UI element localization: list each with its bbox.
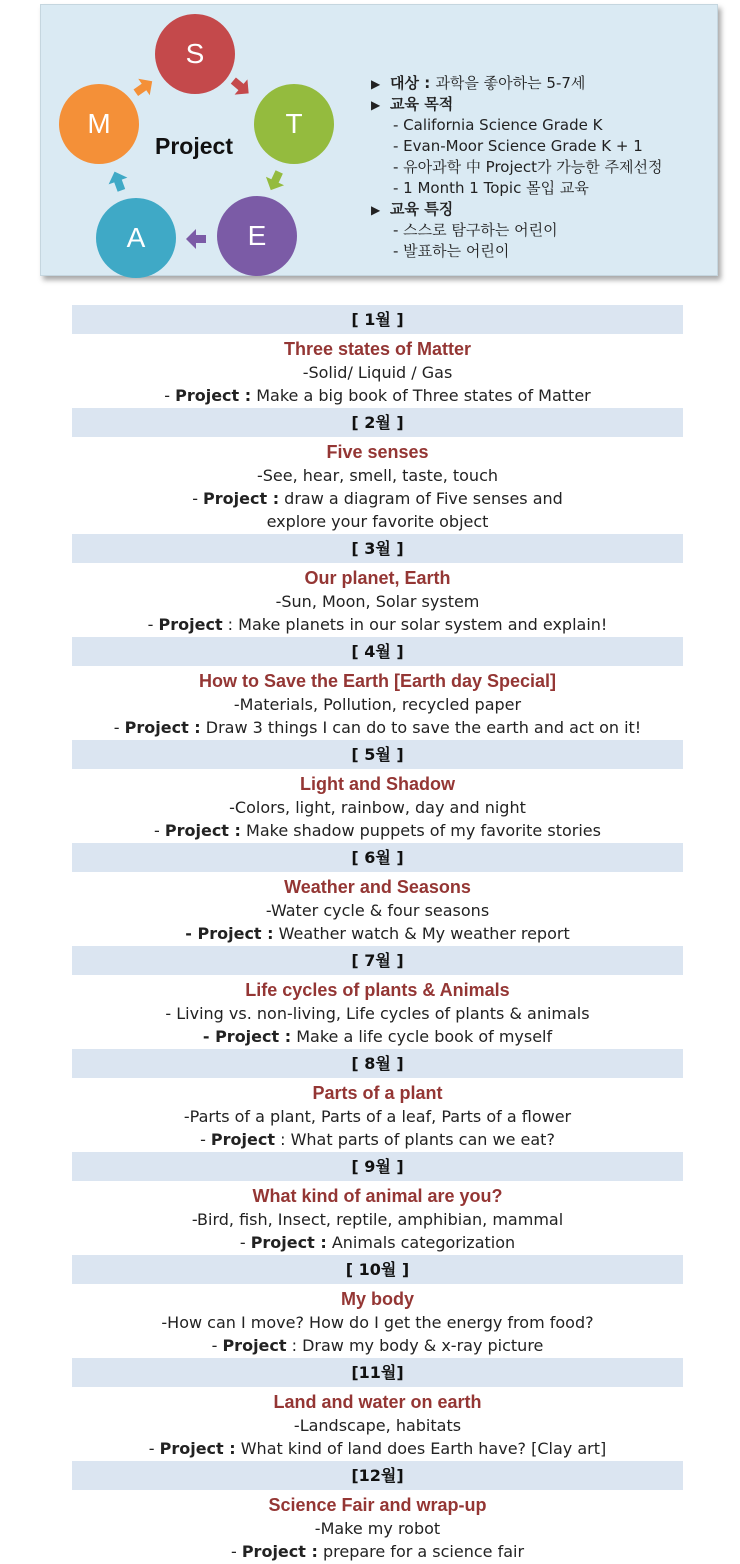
month-header: [ 7월 ] (72, 946, 683, 975)
project-label: - Project : (202, 1027, 292, 1046)
purpose-item: - 유아과학 中 Project가 가능한 주제선정 (393, 158, 663, 176)
detail-line: explore your favorite object (266, 512, 489, 531)
detail-line: -Materials, Pollution, recycled paper (233, 695, 522, 714)
month-content (72, 1387, 683, 1461)
month-header: [ 8월 ] (72, 1049, 683, 1078)
project-prefix: - (200, 1130, 211, 1149)
month-header: [ 10월 ] (72, 1255, 683, 1284)
month-topic-title: Light and Shadow (300, 774, 455, 794)
stem-circle-a: A (96, 198, 176, 278)
arrow-t-to-e-icon (262, 168, 289, 195)
project-prefix: - (164, 386, 176, 405)
detail-line: -Bird, fish, Insect, reptile, amphibian, mammal (191, 1210, 564, 1229)
project-label: Project : (175, 386, 252, 405)
arrow-e-to-a-icon (186, 229, 206, 249)
project-line (72, 1334, 683, 1357)
detail-line: -See, hear, smell, taste, touch (257, 466, 498, 485)
stem-circle-m: M (59, 84, 139, 164)
month-topic-title: Five senses (326, 442, 429, 462)
project-label: Project : (250, 1233, 327, 1252)
month-header: [ 3월 ] (72, 534, 683, 563)
target-row (371, 73, 716, 94)
purpose-item: - 1 Month 1 Topic 몰입 교육 (393, 179, 589, 197)
month-topic-title: What kind of animal are you? (252, 1186, 503, 1206)
project-label: Project : (203, 489, 280, 508)
project-label: Project : (159, 1439, 236, 1458)
arrow-m-to-s-icon (130, 73, 158, 101)
program-details (371, 73, 716, 262)
stem-circle-e: E (217, 196, 297, 276)
month-header: [ 1월 ] (72, 305, 683, 334)
project-prefix: - (211, 1336, 223, 1355)
month-header: [ 2월 ] (72, 408, 683, 437)
project-line (72, 819, 683, 842)
arrow-a-to-m-icon (105, 168, 131, 194)
month-header: [ 4월 ] (72, 637, 683, 666)
project-prefix: - (147, 615, 159, 634)
project-label: Project : (124, 718, 201, 737)
target-value: 과학을 좋아하는 5-7세 (435, 74, 586, 92)
project-line (72, 613, 683, 636)
project-description: : What parts of plants can we eat? (275, 1130, 555, 1149)
diagram-center-label: Project (155, 133, 233, 159)
detail-line: -Water cycle & four seasons (265, 901, 490, 920)
triangle-bullet-icon: ▶ (371, 203, 381, 217)
project-label: Project : (241, 1542, 318, 1561)
purpose-label: 교육 목적 (390, 95, 454, 113)
month-topic-title: My body (340, 1289, 414, 1309)
month-topic-title: Our planet, Earth (304, 568, 451, 588)
project-line (72, 922, 683, 945)
month-content (72, 334, 683, 408)
project-description: draw a diagram of Five senses and (279, 489, 563, 508)
project-label: - Project : (185, 924, 274, 943)
feature-item: - 발표하는 어린이 (393, 242, 510, 260)
project-description: Make a life cycle book of myself (291, 1027, 553, 1046)
month-header: [11월] (72, 1358, 683, 1387)
detail-line: -Parts of a plant, Parts of a leaf, Parts of a flower (183, 1107, 572, 1126)
project-label: Project (158, 615, 223, 634)
project-label: Project (222, 1336, 287, 1355)
project-line (72, 487, 683, 510)
project-line (72, 1025, 683, 1048)
project-description: prepare for a science fair (317, 1542, 525, 1561)
project-line (72, 716, 683, 739)
project-description: Make a big book of Three states of Matter (251, 386, 591, 405)
project-description: Draw 3 things I can do to save the earth and act on it! (200, 718, 642, 737)
monthly-curriculum (72, 305, 683, 1564)
project-prefix: - (239, 1233, 251, 1252)
detail-line: -Make my robot (314, 1519, 441, 1538)
project-description: Weather watch & My weather report (273, 924, 570, 943)
project-prefix: - (148, 1439, 160, 1458)
triangle-bullet-icon: ▶ (371, 77, 381, 91)
month-topic-title: Parts of a plant (312, 1083, 443, 1103)
month-topic-title: Three states of Matter (283, 339, 472, 359)
project-description: Animals categorization (326, 1233, 516, 1252)
project-description: : Make planets in our solar system and explain! (222, 615, 608, 634)
month-content (72, 1078, 683, 1152)
month-topic-title: How to Save the Earth [Earth day Special] (198, 671, 557, 691)
arrow-s-to-t-icon (227, 73, 255, 101)
stem-circle-s: S (155, 14, 235, 94)
month-header: [ 6월 ] (72, 843, 683, 872)
detail-line: -Colors, light, rainbow, day and night (229, 798, 526, 817)
month-content (72, 437, 683, 534)
purpose-item: - California Science Grade K (393, 116, 603, 134)
project-description: What kind of land does Earth have? [Clay art] (235, 1439, 607, 1458)
month-topic-title: Life cycles of plants & Animals (245, 980, 510, 1000)
detail-line: -How can I move? How do I get the energy from food? (161, 1313, 594, 1332)
project-prefix: - (230, 1542, 242, 1561)
month-content (72, 563, 683, 637)
month-content (72, 872, 683, 946)
project-prefix: - (192, 489, 204, 508)
project-line (72, 1540, 683, 1563)
project-prefix: - (113, 718, 125, 737)
project-line (72, 1128, 683, 1151)
month-content (72, 666, 683, 740)
project-label: Project : (164, 821, 241, 840)
features-label: 교육 특징 (390, 200, 454, 218)
month-header: [12월] (72, 1461, 683, 1490)
month-header: [ 5월 ] (72, 740, 683, 769)
project-line (72, 384, 683, 407)
detail-line: -Landscape, habitats (293, 1416, 462, 1435)
feature-item: - 스스로 탐구하는 어린이 (393, 221, 558, 239)
month-content (72, 1284, 683, 1358)
features-heading (371, 199, 716, 220)
month-topic-title: Weather and Seasons (284, 877, 471, 897)
stem-cycle-diagram (41, 5, 341, 277)
detail-line: -Solid/ Liquid / Gas (302, 363, 453, 382)
target-label: 대상 : (390, 74, 431, 92)
project-line (72, 1437, 683, 1460)
month-content (72, 1490, 683, 1564)
detail-line: -Sun, Moon, Solar system (275, 592, 480, 611)
project-prefix: - (154, 821, 165, 840)
purpose-item: - Evan-Moor Science Grade K + 1 (393, 137, 643, 155)
month-topic-title: Land and water on earth (273, 1392, 482, 1412)
program-info-card (40, 4, 718, 276)
project-description: Make shadow puppets of my favorite stories (240, 821, 601, 840)
month-header: [ 9월 ] (72, 1152, 683, 1181)
month-content (72, 1181, 683, 1255)
month-content (72, 975, 683, 1049)
project-description: : Draw my body & x-ray picture (286, 1336, 544, 1355)
purpose-heading (371, 94, 716, 115)
project-label: Project (210, 1130, 275, 1149)
month-topic-title: Science Fair and wrap-up (268, 1495, 487, 1515)
month-content (72, 769, 683, 843)
triangle-bullet-icon: ▶ (371, 98, 381, 112)
project-line (72, 1231, 683, 1254)
stem-circle-t: T (254, 84, 334, 164)
detail-line: - Living vs. non-living, Life cycles of plants & animals (165, 1004, 590, 1023)
